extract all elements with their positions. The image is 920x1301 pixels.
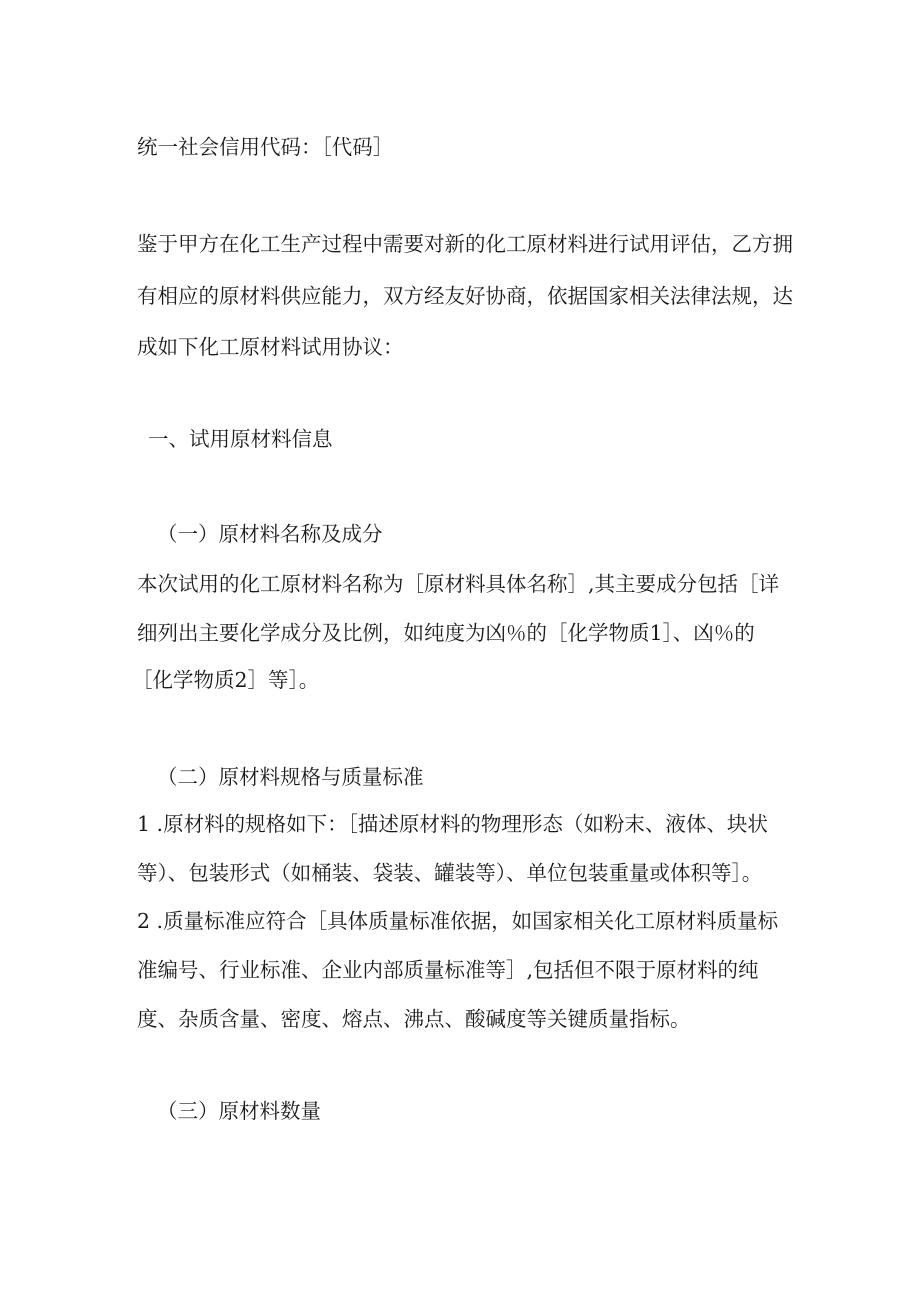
spec-item-2-line-1: 2 .质量标准应符合［具体质量标准依据，如国家相关化工原材料质量标 — [137, 909, 779, 933]
intro-line-3: 成如下化工原材料试用协议： — [137, 335, 404, 359]
subsection-1-line-1: 本次试用的化工原材料名称为［原材料具体名称］,其主要成分包括［详 — [137, 572, 780, 596]
section-1-heading: 一、试用原材料信息 — [148, 427, 333, 451]
subsection-3-heading: （三）原材料数量 — [157, 1099, 321, 1123]
subsection-1-line-3: ［化学物质2］等］。 — [132, 668, 320, 692]
subsection-1-line-2: 细列出主要化学成分及比例，如纯度为凶％的［化学物质1］、凶％的 — [137, 621, 755, 645]
spec-item-1-line-2: 等）、包装形式（如桶装、袋装、罐装等）、单位包装重量或体积等］。 — [137, 861, 763, 885]
intro-line-1: 鉴于甲方在化工生产过程中需要对新的化工原材料进行试用评估，乙方拥 — [137, 232, 793, 256]
intro-line-2: 有相应的原材料供应能力，双方经友好协商，依据国家相关法律法规，达 — [137, 284, 793, 308]
spec-item-2-line-2: 准编号、行业标准、企业内部质量标准等］,包括但不限于原材料的纯 — [137, 958, 759, 982]
subsection-1-heading: （一）原材料名称及成分 — [157, 522, 383, 546]
subsection-2-heading: （二）原材料规格与质量标准 — [157, 765, 424, 789]
spec-item-1-line-1: 1 .原材料的规格如下：［描述原材料的物理形态（如粉末、液体、块状 — [137, 812, 768, 836]
spec-item-2-line-3: 度、杂质含量、密度、熔点、沸点、酸碱度等关键质量指标。 — [137, 1007, 691, 1031]
credit-code-line: 统一社会信用代码：［代码］ — [137, 135, 394, 159]
